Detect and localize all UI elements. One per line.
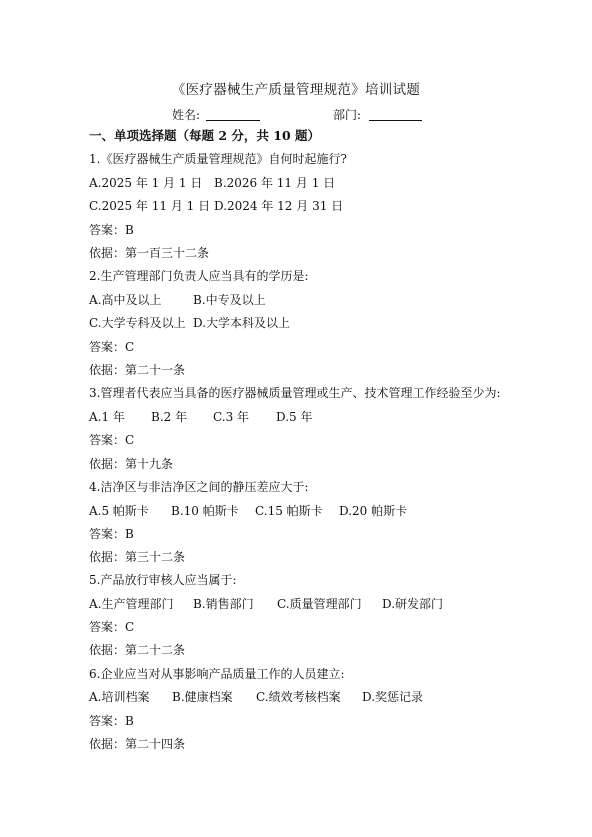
- option: B.10 帕斯卡: [171, 504, 239, 518]
- option: C.2025 年 11 月 1 日: [89, 199, 211, 213]
- option: A.培训档案: [89, 690, 150, 704]
- options-row: [89, 174, 335, 191]
- question-stem: 2.生产管理部门负责人应当具有的学历是:: [89, 269, 309, 283]
- question-stem: 1.《医疗器械生产质量管理规范》自何时起施行?: [89, 152, 347, 166]
- option: C.大学专科及以上: [89, 316, 186, 330]
- page-title: 《医疗器械生产质量管理规范》培训试题: [171, 82, 421, 98]
- question-stem: 5.产品放行审核人应当属于:: [89, 573, 237, 587]
- option: B.中专及以上: [193, 293, 266, 307]
- answer: 答案：C: [89, 340, 135, 354]
- options-row: [89, 197, 343, 214]
- basis: 依据：第二十二条: [89, 643, 186, 657]
- options-row: [89, 291, 266, 308]
- options-row: [89, 314, 290, 331]
- answer: 答案：B: [89, 527, 134, 541]
- basis: 依据：第三十二条: [89, 550, 186, 564]
- section-heading: 一、单项选择题（每题 2 分，共 10 题）: [89, 128, 321, 143]
- option: B.健康档案: [172, 690, 233, 704]
- form-header: [0, 106, 592, 124]
- options-row: [89, 502, 407, 519]
- option: C.3 年: [213, 410, 250, 424]
- basis: 依据：第二十四条: [89, 737, 186, 751]
- dept-blank[interactable]: [369, 120, 422, 121]
- options-row: [89, 688, 423, 705]
- option: D.大学本科及以上: [193, 316, 291, 330]
- question-stem: 6.企业应当对从事影响产品质量工作的人员建立:: [89, 667, 345, 681]
- answer: 答案：B: [89, 223, 134, 237]
- option: C.15 帕斯卡: [255, 504, 323, 518]
- option: C.绩效考核档案: [256, 690, 341, 704]
- question-stem: 4.洁净区与非洁净区之间的静压差应大于:: [89, 480, 309, 494]
- option: C.质量管理部门: [277, 597, 362, 611]
- basis: 依据：第二十一条: [89, 363, 186, 377]
- dept-label: 部门:: [333, 108, 362, 122]
- answer: 答案：C: [89, 620, 135, 634]
- options-row: [89, 595, 443, 612]
- option: D.5 年: [276, 410, 313, 424]
- option: D.奖惩记录: [362, 690, 424, 704]
- question-stem: 3.管理者代表应当具备的医疗器械质量管理或生产、技术管理工作经验至少为:: [89, 386, 501, 400]
- option: B.2 年: [151, 410, 188, 424]
- name-blank[interactable]: [206, 120, 260, 121]
- basis: 依据：第十九条: [89, 457, 174, 471]
- option: B.2026 年 11 月 1 日: [214, 176, 336, 190]
- option: A.生产管理部门: [89, 597, 174, 611]
- answer: 答案：C: [89, 433, 135, 447]
- basis: 依据：第一百三十二条: [89, 246, 210, 260]
- option: B.销售部门: [193, 597, 254, 611]
- option: A.2025 年 1 月 1 日: [89, 176, 203, 190]
- option: D.研发部门: [382, 597, 444, 611]
- option: D.2024 年 12 月 31 日: [214, 199, 344, 213]
- options-row: [89, 408, 312, 425]
- option: A.高中及以上: [89, 293, 162, 307]
- name-label: 姓名:: [172, 108, 201, 122]
- option: A.5 帕斯卡: [89, 504, 149, 518]
- answer: 答案：B: [89, 714, 134, 728]
- option: D.20 帕斯卡: [339, 504, 408, 518]
- option: A.1 年: [89, 410, 125, 424]
